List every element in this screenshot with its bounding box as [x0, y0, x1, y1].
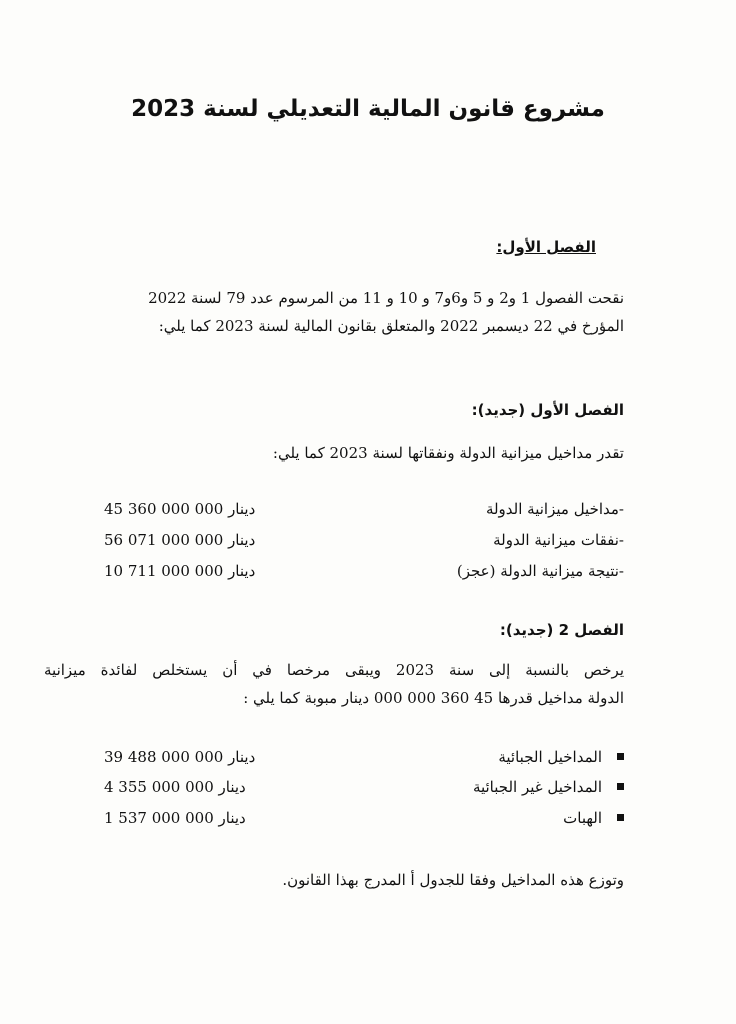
revenue-item-grants: [104, 805, 624, 831]
revenue-item-amount: 1 537 000 000 دينار: [104, 809, 246, 827]
chapter-1-text-line-1: نقحت الفصول 1 و2 و 5 و6و7 و 10 و 11 من المرسوم عدد 79 لسنة 2022: [148, 289, 624, 307]
budget-line-label: -نفقات ميزانية الدولة: [493, 531, 624, 549]
budget-line-expenses: [104, 527, 624, 553]
square-bullet-icon: [617, 814, 624, 821]
chapter-2-text-line-1: يرخص بالنسبة إلى سنة 2023 ويبقى مرخصا في أن يستخلص لفائدة ميزانية: [44, 661, 624, 679]
chapter-1-heading: الفصل الأول:: [496, 238, 596, 256]
chapter-2-new-heading: الفصل 2 (جديد):: [499, 621, 624, 639]
document-title: مشروع قانون المالية التعديلي لسنة 2023: [131, 96, 605, 122]
revenue-item-tax: [104, 744, 624, 770]
chapter-2-text-line-2: الدولة مداخيل قدرها 45 360 000 000 دينار مبوبة كما يلي :: [243, 689, 624, 707]
chapter-2-closing: وتوزع هذه المداخيل وفقا للجدول أ المدرج بهذا القانون.: [282, 871, 624, 889]
revenue-item-non-tax: [104, 774, 624, 800]
revenue-item-amount: 4 355 000 000 دينار: [104, 778, 246, 796]
revenue-item-label: الهبات: [563, 809, 602, 827]
revenue-item-label: المداخيل غير الجبائية: [472, 778, 602, 796]
budget-line-label: -نتيجة ميزانية الدولة (عجز): [456, 562, 624, 580]
chapter-1-new-intro: تقدر مداخيل ميزانية الدولة ونفقاتها لسنة 2023 كما يلي:: [272, 444, 624, 462]
budget-line-revenues: [104, 496, 624, 522]
budget-line-deficit: [104, 558, 624, 584]
square-bullet-icon: [617, 753, 624, 760]
budget-line-label: -مداخيل ميزانية الدولة: [485, 500, 624, 518]
revenue-item-amount: 39 488 000 000 دينار: [104, 748, 256, 766]
budget-line-amount: 10 711 000 000 دينار: [104, 562, 256, 580]
square-bullet-icon: [617, 783, 624, 790]
budget-line-amount: 56 071 000 000 دينار: [104, 531, 256, 549]
revenue-item-label: المداخيل الجبائية: [498, 748, 602, 766]
chapter-1-new-heading: الفصل الأول (جديد):: [471, 401, 624, 419]
budget-line-amount: 45 360 000 000 دينار: [104, 500, 256, 518]
chapter-1-text-line-2: المؤرخ في 22 ديسمبر 2022 والمتعلق بقانون المالية لسنة 2023 كما يلي:: [158, 317, 624, 335]
